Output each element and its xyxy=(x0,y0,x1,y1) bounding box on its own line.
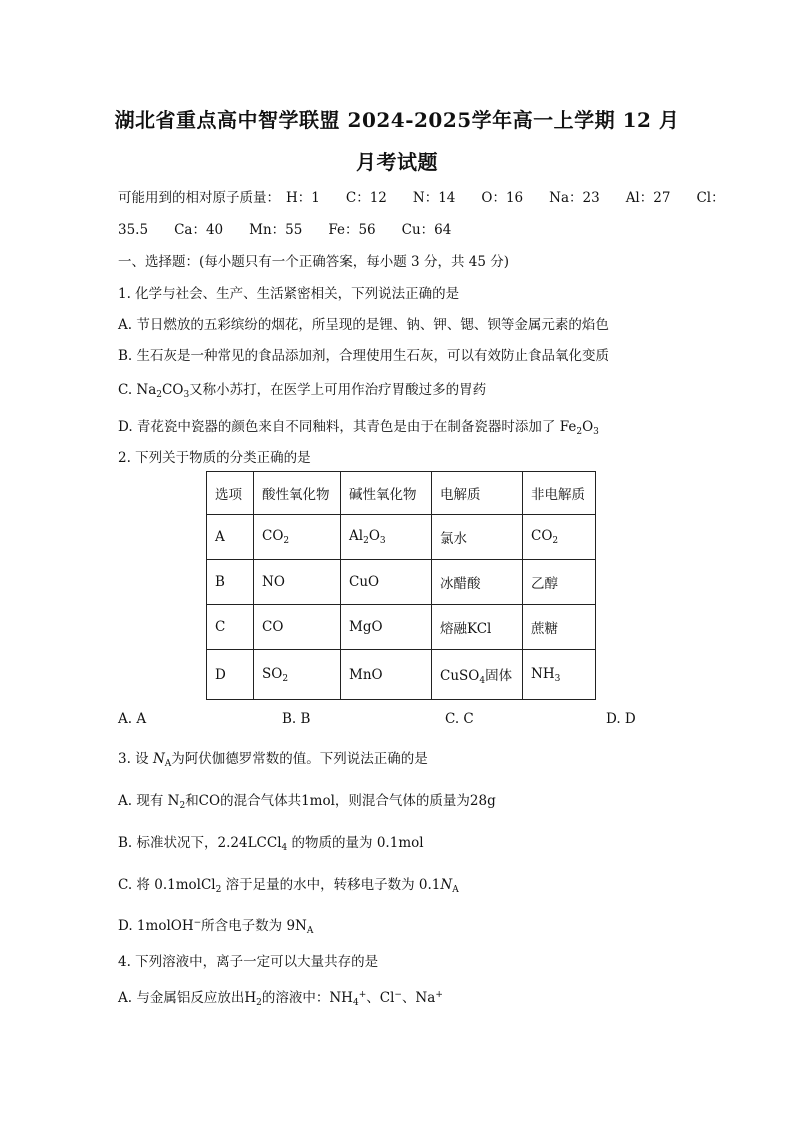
table-header-cell: 选项 xyxy=(207,472,254,515)
question-2-stem: 2. 下列关于物质的分类正确的是 xyxy=(118,450,311,466)
table-cell: $CO_2$ xyxy=(523,515,596,560)
question-2-answer-a: A. A xyxy=(118,711,147,727)
atomic-mass: C：12 xyxy=(345,190,387,206)
atomic-mass: Cu：64 xyxy=(401,222,452,238)
atomic-mass: 35.5 xyxy=(118,222,149,238)
table-row xyxy=(207,650,596,700)
question-1-option-c: C. $Na_2CO_3$又称小苏打，在医学上可用作治疗胃酸过多的胃药 xyxy=(118,382,487,400)
atomic-mass: N：14 xyxy=(412,190,456,206)
table-header-cell: 电解质 xyxy=(432,472,523,515)
table-row xyxy=(207,560,596,605)
table-header-cell: 碱性氧化物 xyxy=(341,472,432,515)
table-cell: MgO xyxy=(341,605,432,650)
question-1-option-d: D. 青花瓷中瓷器的颜色来自不同釉料，其青色是由于在制备瓷器时添加了 $Fe_2O_3$ xyxy=(118,419,599,437)
table-header-cell: 非电解质 xyxy=(523,472,596,515)
question-2-answer-b: B. B xyxy=(282,711,311,727)
table-cell: B xyxy=(207,560,254,605)
atomic-mass: O：16 xyxy=(481,190,524,206)
table-cell: D xyxy=(207,650,254,700)
table-row xyxy=(207,515,596,560)
atomic-mass: Na：23 xyxy=(549,190,600,206)
classification-table xyxy=(206,471,596,700)
question-1-option-b: B. 生石灰是一种常见的食品添加剂，合理使用生石灰，可以有效防止食品氧化变质 xyxy=(118,348,610,364)
question-3-stem: 3. 设 $N_A$为阿伏伽德罗常数的值。下列说法正确的是 xyxy=(118,751,428,769)
table-cell: CO xyxy=(254,605,341,650)
table-cell: CuO xyxy=(341,560,432,605)
table-cell: $SO_2$ xyxy=(254,650,341,700)
table-cell: C xyxy=(207,605,254,650)
question-2-answer-c: C. C xyxy=(445,711,474,727)
table-header-row xyxy=(207,472,596,515)
table-header-cell: 酸性氧化物 xyxy=(254,472,341,515)
question-4-stem: 4. 下列溶液中，离子一定可以大量共存的是 xyxy=(118,954,379,970)
atomic-mass: H：1 xyxy=(286,190,320,206)
table-cell: $NH_3$ xyxy=(523,650,596,700)
table-cell: 冰醋酸 xyxy=(432,560,523,605)
section-heading: 一、选择题：(每小题只有一个正确答案，每小题 3 分，共 45 分) xyxy=(118,254,509,270)
atomic-mass: Cl： xyxy=(696,190,725,206)
atomic-masses-label: 可能用到的相对原子质量： xyxy=(118,190,280,206)
question-3-option-b: B. 标准状况下，2.24LCCl$_4$ 的物质的量为 0.1mol xyxy=(118,835,424,853)
table-cell: MnO xyxy=(341,650,432,700)
exam-title: 湖北省重点高中智学联盟 2024-2025学年高一上学期 12 月 xyxy=(114,108,680,132)
table-cell: CuSO$_4$固体 xyxy=(432,650,523,700)
atomic-mass: Al：27 xyxy=(625,190,671,206)
table-cell: 乙醇 xyxy=(523,560,596,605)
table-cell: $CO_2$ xyxy=(254,515,341,560)
question-2-answer-d: D. D xyxy=(606,711,636,727)
table-cell: 蔗糖 xyxy=(523,605,596,650)
atomic-mass: Fe：56 xyxy=(328,222,376,238)
question-3-option-a: A. 现有 $N_2$和CO的混合气体共1mol，则混合气体的质量为28g xyxy=(118,793,496,811)
question-4-option-a: A. 与金属铝反应放出$H_2$的溶液中：$NH_4^+$、Cl−、Na+ xyxy=(118,990,443,1008)
table-cell: A xyxy=(207,515,254,560)
atomic-masses-row-2 xyxy=(118,218,477,238)
table-cell: NO xyxy=(254,560,341,605)
question-1-option-a: A. 节日燃放的五彩缤纷的烟花，所呈现的是锂、钠、钾、锶、钡等金属元素的焰色 xyxy=(118,317,609,333)
atomic-mass: Ca：40 xyxy=(174,222,224,238)
table-row xyxy=(207,605,596,650)
question-3-option-c: C. 将 0.1molCl$_2$ 溶于足量的水中，转移电子数为 $0.1N_A$ xyxy=(118,877,459,895)
atomic-masses-row-1 xyxy=(118,186,725,206)
question-3-option-d: D. 1molOH−所含电子数为 $9N_A$ xyxy=(118,918,314,936)
table-cell: $Al_2O_3$ xyxy=(341,515,432,560)
table-cell: 氯水 xyxy=(432,515,523,560)
exam-title-continued: 月考试题 xyxy=(356,150,438,174)
table-cell: 熔融KCl xyxy=(432,605,523,650)
question-1-stem: 1. 化学与社会、生产、生活紧密相关，下列说法正确的是 xyxy=(118,286,460,302)
atomic-mass: Mn：55 xyxy=(249,222,303,238)
